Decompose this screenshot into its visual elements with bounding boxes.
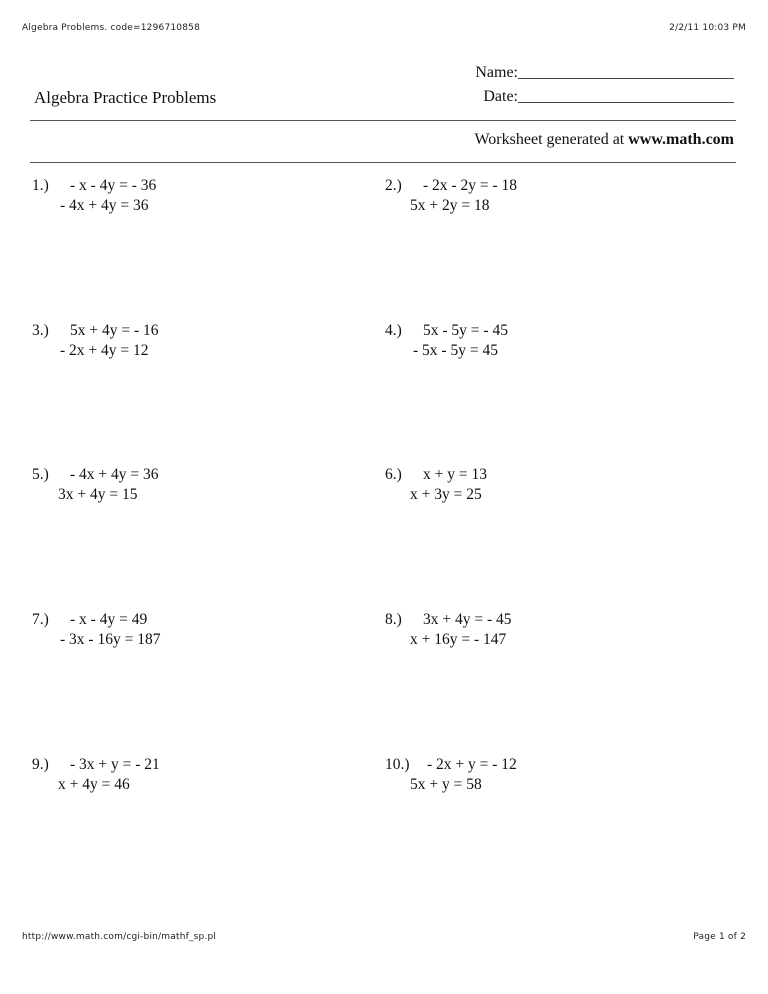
date-blank: ___________________________	[518, 88, 734, 105]
problem-3	[32, 321, 159, 361]
date-field	[483, 88, 734, 106]
equation-1: - 3x + y = - 21	[70, 756, 160, 773]
equation-1: 5x + 4y = - 16	[70, 322, 159, 339]
problem-number: 5.)	[32, 466, 49, 483]
equation-2: - 2x + 4y = 12	[60, 342, 149, 359]
equation-1: - x - 4y = - 36	[70, 177, 157, 194]
name-label: Name:	[475, 64, 518, 81]
equation-1: - x - 4y = 49	[70, 611, 148, 628]
problem-number: 4.)	[385, 322, 402, 339]
credit-prefix: Worksheet generated at	[474, 131, 629, 148]
problem-number: 3.)	[32, 322, 49, 339]
equation-1: 5x - 5y = - 45	[423, 322, 508, 339]
problem-number: 2.)	[385, 177, 402, 194]
equation-2: - 4x + 4y = 36	[60, 197, 149, 214]
problem-number: 7.)	[32, 611, 49, 628]
problem-number: 9.)	[32, 756, 49, 773]
problem-9	[32, 755, 160, 795]
equation-2: 3x + 4y = 15	[58, 486, 138, 503]
equation-2: - 5x - 5y = 45	[413, 342, 498, 359]
problem-number: 6.)	[385, 466, 402, 483]
equation-2: x + 3y = 25	[410, 486, 482, 503]
problem-7	[32, 610, 160, 650]
name-blank: ___________________________	[518, 64, 734, 81]
problem-5	[32, 465, 159, 505]
problem-number: 8.)	[385, 611, 402, 628]
name-field	[475, 64, 734, 82]
page-title: Algebra Practice Problems	[34, 88, 217, 107]
print-header-timestamp: 2/2/11 10:03 PM	[669, 23, 746, 33]
worksheet-credit	[474, 131, 734, 149]
equation-2: 5x + y = 58	[410, 776, 482, 793]
equation-1: - 4x + 4y = 36	[70, 466, 159, 483]
problem-number: 10.)	[385, 756, 410, 773]
equation-1: x + y = 13	[423, 466, 487, 483]
equation-2: - 3x - 16y = 187	[60, 631, 161, 648]
problem-4	[385, 321, 508, 361]
print-footer-url: http://www.math.com/cgi-bin/mathf_sp.pl	[22, 932, 217, 942]
equation-1: - 2x + y = - 12	[427, 756, 517, 773]
credit-site: www.math.com	[628, 131, 734, 148]
print-header-title: Algebra Problems. code=1296710858	[22, 23, 201, 33]
problem-6	[385, 465, 487, 505]
equation-1: - 2x - 2y = - 18	[423, 177, 517, 194]
problem-10	[385, 755, 517, 795]
problem-8	[385, 610, 512, 650]
divider-top	[30, 120, 736, 121]
divider-bottom	[30, 162, 736, 163]
problem-2	[385, 176, 517, 216]
equation-1: 3x + 4y = - 45	[423, 611, 512, 628]
date-label: Date:	[483, 88, 518, 105]
equation-2: x + 4y = 46	[58, 776, 130, 793]
problem-1	[32, 176, 156, 216]
equation-2: x + 16y = - 147	[410, 631, 507, 648]
problem-number: 1.)	[32, 177, 49, 194]
equation-2: 5x + 2y = 18	[410, 197, 490, 214]
print-footer-page: Page 1 of 2	[693, 932, 746, 942]
